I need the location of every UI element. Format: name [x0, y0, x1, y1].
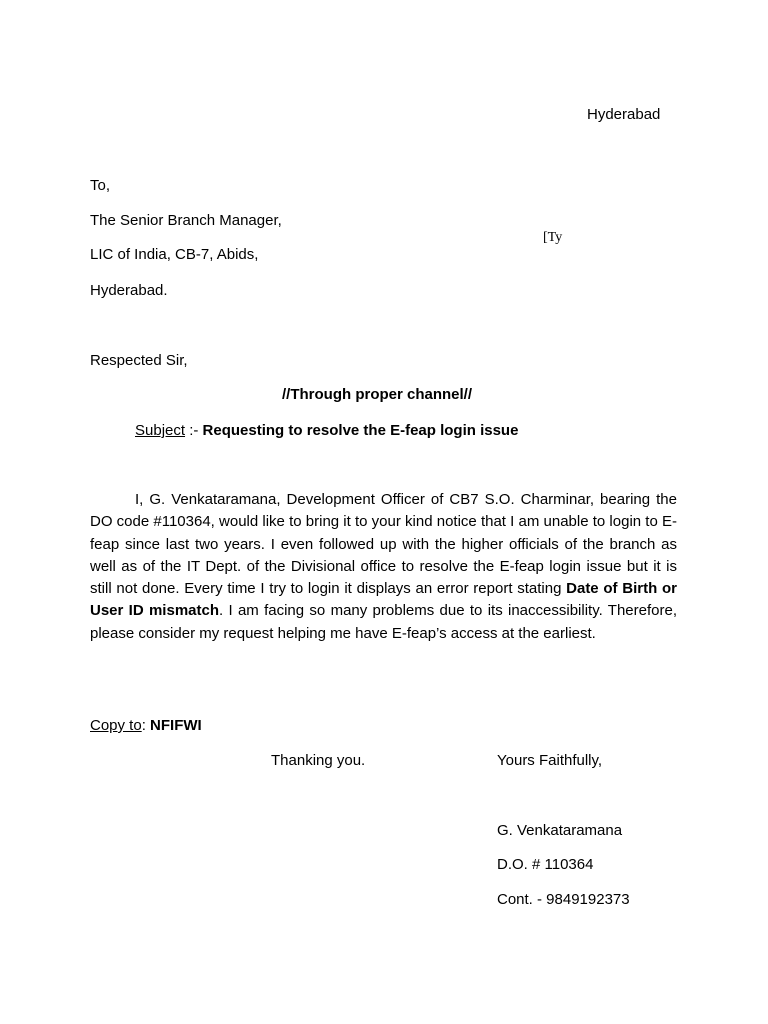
copy-to-colon: :	[141, 717, 151, 734]
body-paragraph	[90, 489, 677, 645]
subject-label: Subject	[135, 422, 186, 439]
signature-code: D.O. # 110364	[497, 856, 594, 873]
subject-line	[135, 421, 518, 441]
copy-to-label: Copy to	[90, 717, 142, 734]
place-line: Hyderabad	[587, 106, 661, 123]
signature-contact: Cont. - 9849192373	[497, 891, 630, 908]
subject-text: Requesting to resolve the E-feap login issue	[202, 422, 519, 439]
recipient-org: LIC of India, CB-7, Abids,	[90, 246, 259, 263]
copy-to-line	[90, 716, 202, 736]
salutation: Respected Sir,	[90, 352, 188, 369]
closing-line: Yours Faithfully,	[497, 752, 603, 769]
subject-separator: :-	[185, 422, 203, 439]
recipient-city: Hyderabad.	[90, 282, 168, 299]
signature-name: G. Venkataramana	[497, 822, 623, 839]
copy-to-value: NFIFWI	[150, 717, 202, 734]
to-label: To,	[90, 177, 111, 194]
recipient-title: The Senior Branch Manager,	[90, 212, 282, 229]
stray-text: [Ty	[543, 230, 563, 245]
body-text-bold: Date of Birth or User ID mismatch	[90, 580, 677, 620]
body-text-part1: I, G. Venkataramana, Development Officer of CB7 S.O. Charminar, bearing the DO code #110364, would like to bring it to your kind notice that I am unable to login to E-feap since last two years. I even followed up with the higher officials of the branch as well as of the IT Dept. of the Divisional office to resolve the E-feap login issue but it is still not done. Every time I try to login it displays an error report stating	[90, 491, 677, 598]
channel-line: //Through proper channel//	[282, 386, 473, 403]
body-text-part2: . I am facing so many problems due to its inaccessibility. Therefore, please consider my request helping me have E-feap’s access at the earliest.	[90, 602, 677, 642]
thanks-line: Thanking you.	[271, 752, 366, 769]
